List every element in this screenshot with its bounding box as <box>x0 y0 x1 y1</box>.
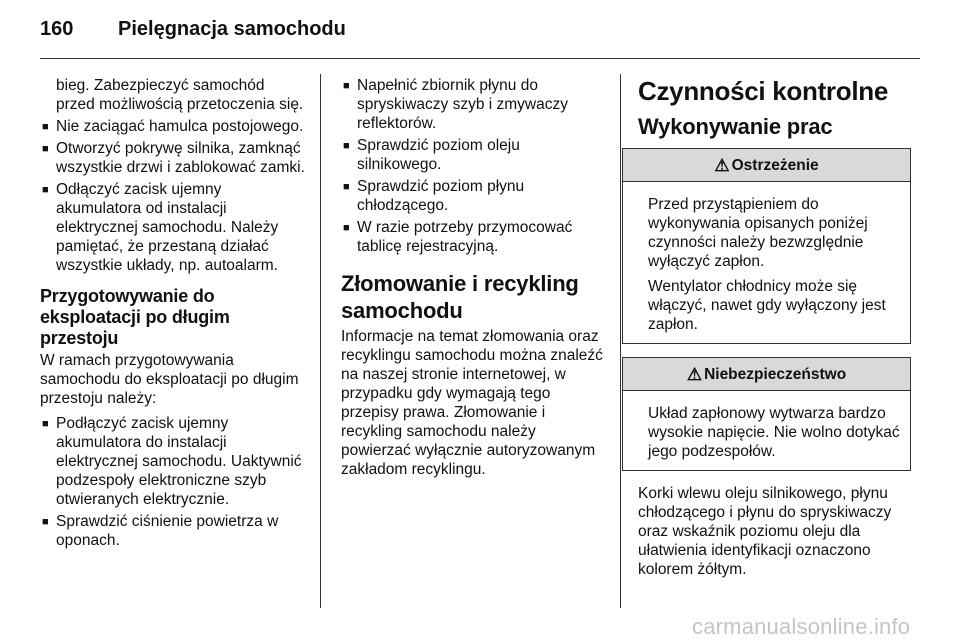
list-item <box>341 177 606 215</box>
danger-box-header <box>623 358 910 391</box>
bullet-square-icon: ■ <box>343 80 350 92</box>
list-item <box>40 117 305 136</box>
page-number: 160 <box>40 18 74 40</box>
page-title: Pielęgnacja samochodu <box>118 18 346 40</box>
bullet-square-icon: ■ <box>42 516 49 528</box>
section-subtitle: Wykonywanie prac <box>638 114 833 139</box>
list-item-text: Nie zaciągać hamulca postojowego. <box>56 118 304 135</box>
list-item <box>341 218 606 256</box>
warning-paragraph: Wentylator chłodnicy może się włączyć, nawet gdy wyłączony jest zapłon. <box>648 278 886 333</box>
warning-box-title: Ostrzeżenie <box>731 156 819 174</box>
danger-paragraph: Układ zapłonowy wytwarza bardzo wysokie napięcie. Nie wolno dotykać jego podzespołów. <box>648 405 900 460</box>
bullet-square-icon: ■ <box>343 140 350 152</box>
bullet-square-icon: ■ <box>42 143 49 155</box>
section-heading-long-storage: Przygotowywanie do eksploatacji po długim przestoju <box>40 286 230 348</box>
list-item <box>40 414 305 509</box>
bullet-list-1 <box>40 117 305 275</box>
danger-box-title: Niebezpieczeństwo <box>704 365 847 383</box>
bullet-square-icon: ■ <box>42 121 49 133</box>
watermark: carmanualsonline.info <box>692 614 911 639</box>
warning-triangle-icon: ⚠ <box>714 155 730 175</box>
column-2 <box>341 76 606 485</box>
bullet-square-icon: ■ <box>343 222 350 234</box>
list-item <box>341 76 606 133</box>
paragraph: Korki wlewu oleju silnikowego, płynu chłodzącego i płynu do spryskiwaczy oraz wskaźnik poziomu oleju dla ułatwienia identyfikacji oznaczono kolorem żółtym. <box>638 485 892 578</box>
warning-box-header <box>623 149 910 182</box>
bullet-square-icon: ■ <box>343 181 350 193</box>
column-1 <box>40 76 305 553</box>
list-item-text: Odłączyć zacisk ujemny akumulatora od instalacji elektrycznej samochodu. Należy pamiętać, że przestaną działać wszystkie układy, np. autoalarm. <box>56 181 279 274</box>
section-heading-recycling: Złomowanie i recykling samochodu <box>341 271 579 323</box>
page-header <box>40 18 920 48</box>
list-item-text: Sprawdzić poziom płynu chłodzącego. <box>357 178 525 214</box>
list-item <box>40 180 305 275</box>
warning-box-body <box>623 182 910 343</box>
column-divider-1 <box>320 74 321 608</box>
paragraph: Informacje na temat złomowania oraz recyklingu samochodu można znaleźć na naszej stronie internetowej, w przypadku gdy wymagają tego przepisy prawa. Złomowanie i recykling samochodu należy powierzać wyłącznie autoryzowanym zakładom recyklingu. <box>341 328 603 478</box>
paragraph: W ramach przygotowywania samochodu do eksploatacji po długim przestoju należy: <box>40 352 299 407</box>
list-item-text: Sprawdzić ciśnienie powietrza w oponach. <box>56 513 279 549</box>
section-title: Czynności kontrolne <box>638 76 888 106</box>
warning-triangle-icon: ⚠ <box>686 364 703 384</box>
list-item-text: W razie potrzeby przymocować tablicę rejestracyjną. <box>357 219 573 255</box>
list-item <box>40 139 305 177</box>
bullet-square-icon: ■ <box>42 184 49 196</box>
bullet-square-icon: ■ <box>42 418 49 430</box>
list-item <box>40 512 305 550</box>
header-rule <box>40 58 920 59</box>
warning-box <box>622 148 911 344</box>
continued-text: bieg. Zabezpieczyć samochód przed możliwością przetoczenia się. <box>56 77 304 113</box>
list-item-text: Napełnić zbiornik płynu do spryskiwaczy szyb i zmywaczy reflektorów. <box>357 77 568 132</box>
danger-box <box>622 357 911 471</box>
warning-paragraph: Przed przystąpieniem do wykonywania opisanych poniżej czynności należy bezwzględnie wyłączyć zapłon. <box>648 196 868 270</box>
list-item-text: Podłączyć zacisk ujemny akumulatora do instalacji elektrycznej samochodu. Uaktywnić podzespoły elektroniczne szyb otwieranych elektrycznie. <box>56 415 302 508</box>
list-item-text: Otworzyć pokrywę silnika, zamknąć wszystkie drzwi i zablokować zamki. <box>56 140 305 176</box>
column-3 <box>621 76 911 579</box>
list-item-text: Sprawdzić poziom oleju silnikowego. <box>357 137 520 173</box>
list-item <box>341 136 606 174</box>
bullet-list-3 <box>341 76 606 256</box>
bullet-list-2 <box>40 414 305 550</box>
danger-box-body <box>623 391 910 470</box>
